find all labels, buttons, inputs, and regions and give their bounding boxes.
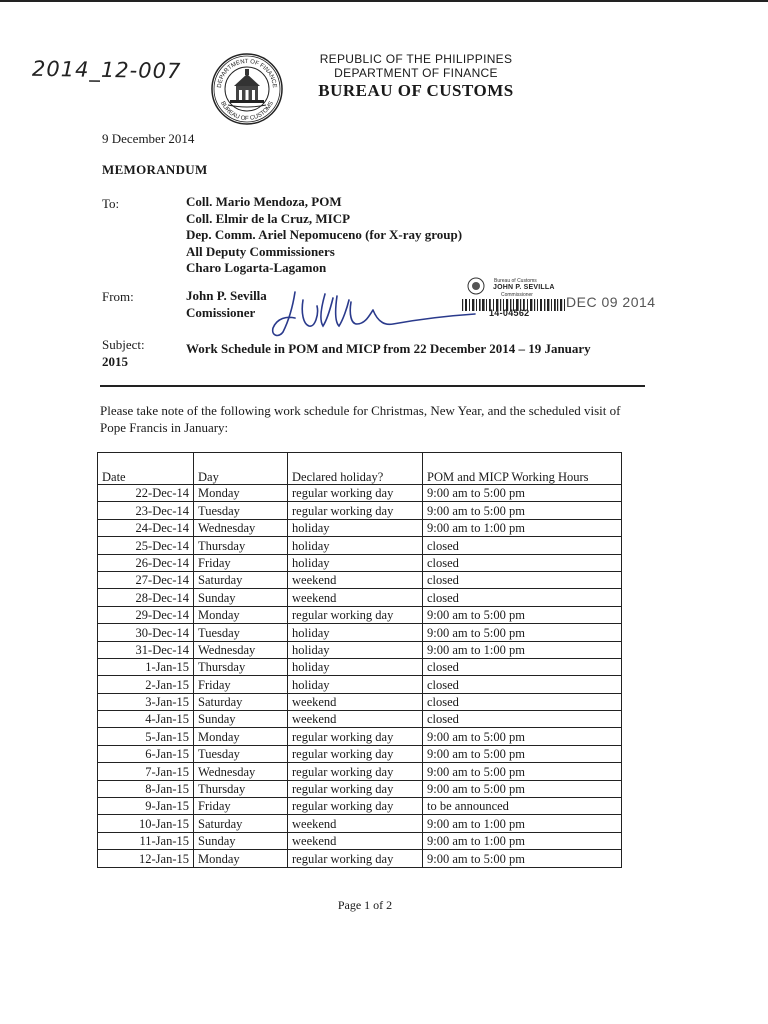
recipient: All Deputy Commissioners (186, 243, 335, 259)
table-row (98, 537, 622, 554)
cell-date: 27-Dec-14 (98, 571, 194, 588)
cell-hours: 9:00 am to 1:00 pm (423, 815, 622, 832)
cell-hours: closed (423, 711, 622, 728)
table-row (98, 850, 622, 867)
cell-holiday: weekend (288, 571, 423, 588)
cell-date: 24-Dec-14 (98, 519, 194, 536)
cell-date: 5-Jan-15 (98, 728, 194, 745)
cell-date: 22-Dec-14 (98, 485, 194, 502)
cell-hours: 9:00 am to 5:00 pm (423, 485, 622, 502)
table-row (98, 832, 622, 849)
handwritten-reference: 2014_12-007 (31, 56, 182, 84)
cell-date: 26-Dec-14 (98, 554, 194, 571)
cell-hours: 9:00 am to 5:00 pm (423, 728, 622, 745)
header-date: Date (98, 453, 194, 485)
cell-date: 31-Dec-14 (98, 641, 194, 658)
cell-date: 30-Dec-14 (98, 624, 194, 641)
cell-hours: 9:00 am to 5:00 pm (423, 745, 622, 762)
table-row (98, 606, 622, 623)
table-row (98, 658, 622, 675)
cell-day: Sunday (194, 589, 288, 606)
cell-day: Saturday (194, 571, 288, 588)
cell-date: 28-Dec-14 (98, 589, 194, 606)
intro-paragraph: Please take note of the following work schedule for Christmas, New Year, and the scheduled visit of Pope Francis in January: (100, 403, 621, 435)
table-row (98, 763, 622, 780)
table-row (98, 519, 622, 536)
scan-top-edge (0, 0, 768, 2)
cell-holiday: weekend (288, 693, 423, 710)
seal-text-bottom: BUREAU OF CUSTOMS (219, 100, 275, 123)
cell-hours: closed (423, 571, 622, 588)
table-row (98, 589, 622, 606)
cell-day: Friday (194, 798, 288, 815)
cell-holiday: regular working day (288, 763, 423, 780)
recipient-list (186, 194, 462, 277)
table-row (98, 745, 622, 762)
stamp-date: DEC 09 2014 (566, 294, 656, 310)
cell-holiday: holiday (288, 537, 423, 554)
stamp-name: JOHN P. SEVILLA (493, 284, 555, 291)
header-hours: POM and MICP Working Hours (423, 453, 622, 485)
recipient: Coll. Mario Mendoza, POM (186, 194, 342, 209)
to-label: To: (102, 196, 120, 211)
sender-name: John P. Sevilla (186, 288, 267, 303)
table-row (98, 728, 622, 745)
cell-hours: 9:00 am to 5:00 pm (423, 502, 622, 519)
subject-label-block (102, 336, 145, 370)
cell-date: 3-Jan-15 (98, 693, 194, 710)
cell-date: 8-Jan-15 (98, 780, 194, 797)
cell-holiday: regular working day (288, 850, 423, 867)
cell-holiday: holiday (288, 676, 423, 693)
header-holiday: Declared holiday? (288, 453, 423, 485)
cell-hours: 9:00 am to 1:00 pm (423, 832, 622, 849)
cell-hours: 9:00 am to 5:00 pm (423, 624, 622, 641)
cell-date: 23-Dec-14 (98, 502, 194, 519)
cell-date: 12-Jan-15 (98, 850, 194, 867)
cell-holiday: regular working day (288, 502, 423, 519)
cell-hours: closed (423, 537, 622, 554)
cell-hours: closed (423, 658, 622, 675)
cell-day: Tuesday (194, 502, 288, 519)
cell-date: 4-Jan-15 (98, 711, 194, 728)
cell-hours: closed (423, 693, 622, 710)
cell-holiday: regular working day (288, 798, 423, 815)
cell-hours: closed (423, 589, 622, 606)
agency-line-bureau: BUREAU OF CUSTOMS (318, 81, 514, 100)
cell-day: Monday (194, 728, 288, 745)
cell-date: 6-Jan-15 (98, 745, 194, 762)
agency-line-department: DEPARTMENT OF FINANCE (334, 66, 498, 80)
cell-date: 25-Dec-14 (98, 537, 194, 554)
cell-holiday: weekend (288, 815, 423, 832)
cell-day: Saturday (194, 693, 288, 710)
table-row (98, 780, 622, 797)
table-row (98, 798, 622, 815)
cell-day: Wednesday (194, 763, 288, 780)
cell-date: 11-Jan-15 (98, 832, 194, 849)
cell-holiday: holiday (288, 624, 423, 641)
cell-day: Friday (194, 554, 288, 571)
schedule-table (97, 452, 622, 868)
header-divider (100, 385, 645, 387)
cell-holiday: holiday (288, 519, 423, 536)
table-row (98, 815, 622, 832)
cell-date: 10-Jan-15 (98, 815, 194, 832)
cell-date: 7-Jan-15 (98, 763, 194, 780)
cell-holiday: holiday (288, 658, 423, 675)
cell-day: Wednesday (194, 519, 288, 536)
recipient: Dep. Comm. Ariel Nepomuceno (for X-ray group) (186, 227, 463, 242)
cell-day: Saturday (194, 815, 288, 832)
cell-hours: 9:00 am to 5:00 pm (423, 780, 622, 797)
cell-hours: 9:00 am to 1:00 pm (423, 641, 622, 658)
cell-day: Monday (194, 485, 288, 502)
header-day: Day (194, 453, 288, 485)
cell-holiday: regular working day (288, 485, 423, 502)
sender-title: Comissioner (186, 305, 256, 320)
cell-day: Monday (194, 606, 288, 623)
table-row (98, 711, 622, 728)
table-row (98, 693, 622, 710)
cell-day: Thursday (194, 780, 288, 797)
cell-holiday: regular working day (288, 745, 423, 762)
cell-day: Thursday (194, 537, 288, 554)
table-row (98, 571, 622, 588)
recipient: Coll. Elmir de la Cruz, MICP (186, 210, 351, 226)
cell-holiday: regular working day (288, 780, 423, 797)
table-row (98, 641, 622, 658)
cell-day: Friday (194, 676, 288, 693)
cell-day: Thursday (194, 658, 288, 675)
cell-holiday: holiday (288, 641, 423, 658)
cell-hours: 9:00 am to 1:00 pm (423, 519, 622, 536)
cell-hours: 9:00 am to 5:00 pm (423, 763, 622, 780)
cell-day: Sunday (194, 832, 288, 849)
table-row (98, 502, 622, 519)
table-row (98, 554, 622, 571)
cell-day: Tuesday (194, 745, 288, 762)
cell-date: 29-Dec-14 (98, 606, 194, 623)
subject-text: Work Schedule in POM and MICP from 22 December 2014 – 19 January (186, 341, 591, 356)
cell-day: Sunday (194, 711, 288, 728)
table-row (98, 676, 622, 693)
from-label: From: (102, 289, 134, 304)
cell-hours: 9:00 am to 5:00 pm (423, 606, 622, 623)
memo-date: 9 December 2014 (102, 131, 195, 146)
cell-date: 1-Jan-15 (98, 658, 194, 675)
cell-day: Wednesday (194, 641, 288, 658)
recipient: Charo Logarta-Lagamon (186, 260, 327, 275)
stamp-organization: Bureau of Customs (494, 278, 537, 284)
cell-holiday: weekend (288, 832, 423, 849)
cell-day: Tuesday (194, 624, 288, 641)
page-number: Page 1 of 2 (337, 898, 393, 912)
stamp-role: Commissioner (501, 292, 533, 298)
table-header-row (98, 453, 622, 485)
bureau-seal-icon (210, 52, 284, 126)
cell-holiday: regular working day (288, 606, 423, 623)
sender (186, 287, 267, 321)
cell-hours: 9:00 am to 5:00 pm (423, 850, 622, 867)
cell-hours: closed (423, 676, 622, 693)
cell-holiday: weekend (288, 711, 423, 728)
agency-header (296, 52, 536, 101)
cell-date: 9-Jan-15 (98, 798, 194, 815)
cell-holiday: regular working day (288, 728, 423, 745)
table-row (98, 485, 622, 502)
cell-date: 2-Jan-15 (98, 676, 194, 693)
cell-holiday: holiday (288, 554, 423, 571)
cell-holiday: weekend (288, 589, 423, 606)
cell-hours: to be announced (423, 798, 622, 815)
subject-label: Subject: (102, 337, 145, 352)
memo-title: MEMORANDUM (102, 162, 208, 177)
cell-hours: closed (423, 554, 622, 571)
subject-year: 2015 (102, 354, 128, 369)
seal-text-top: DEPARTMENT OF FINANCE (216, 58, 278, 89)
cell-day: Monday (194, 850, 288, 867)
agency-line-republic: REPUBLIC OF THE PHILIPPINES (319, 52, 513, 66)
table-row (98, 624, 622, 641)
stamp-number: 14-04562 (489, 308, 530, 318)
